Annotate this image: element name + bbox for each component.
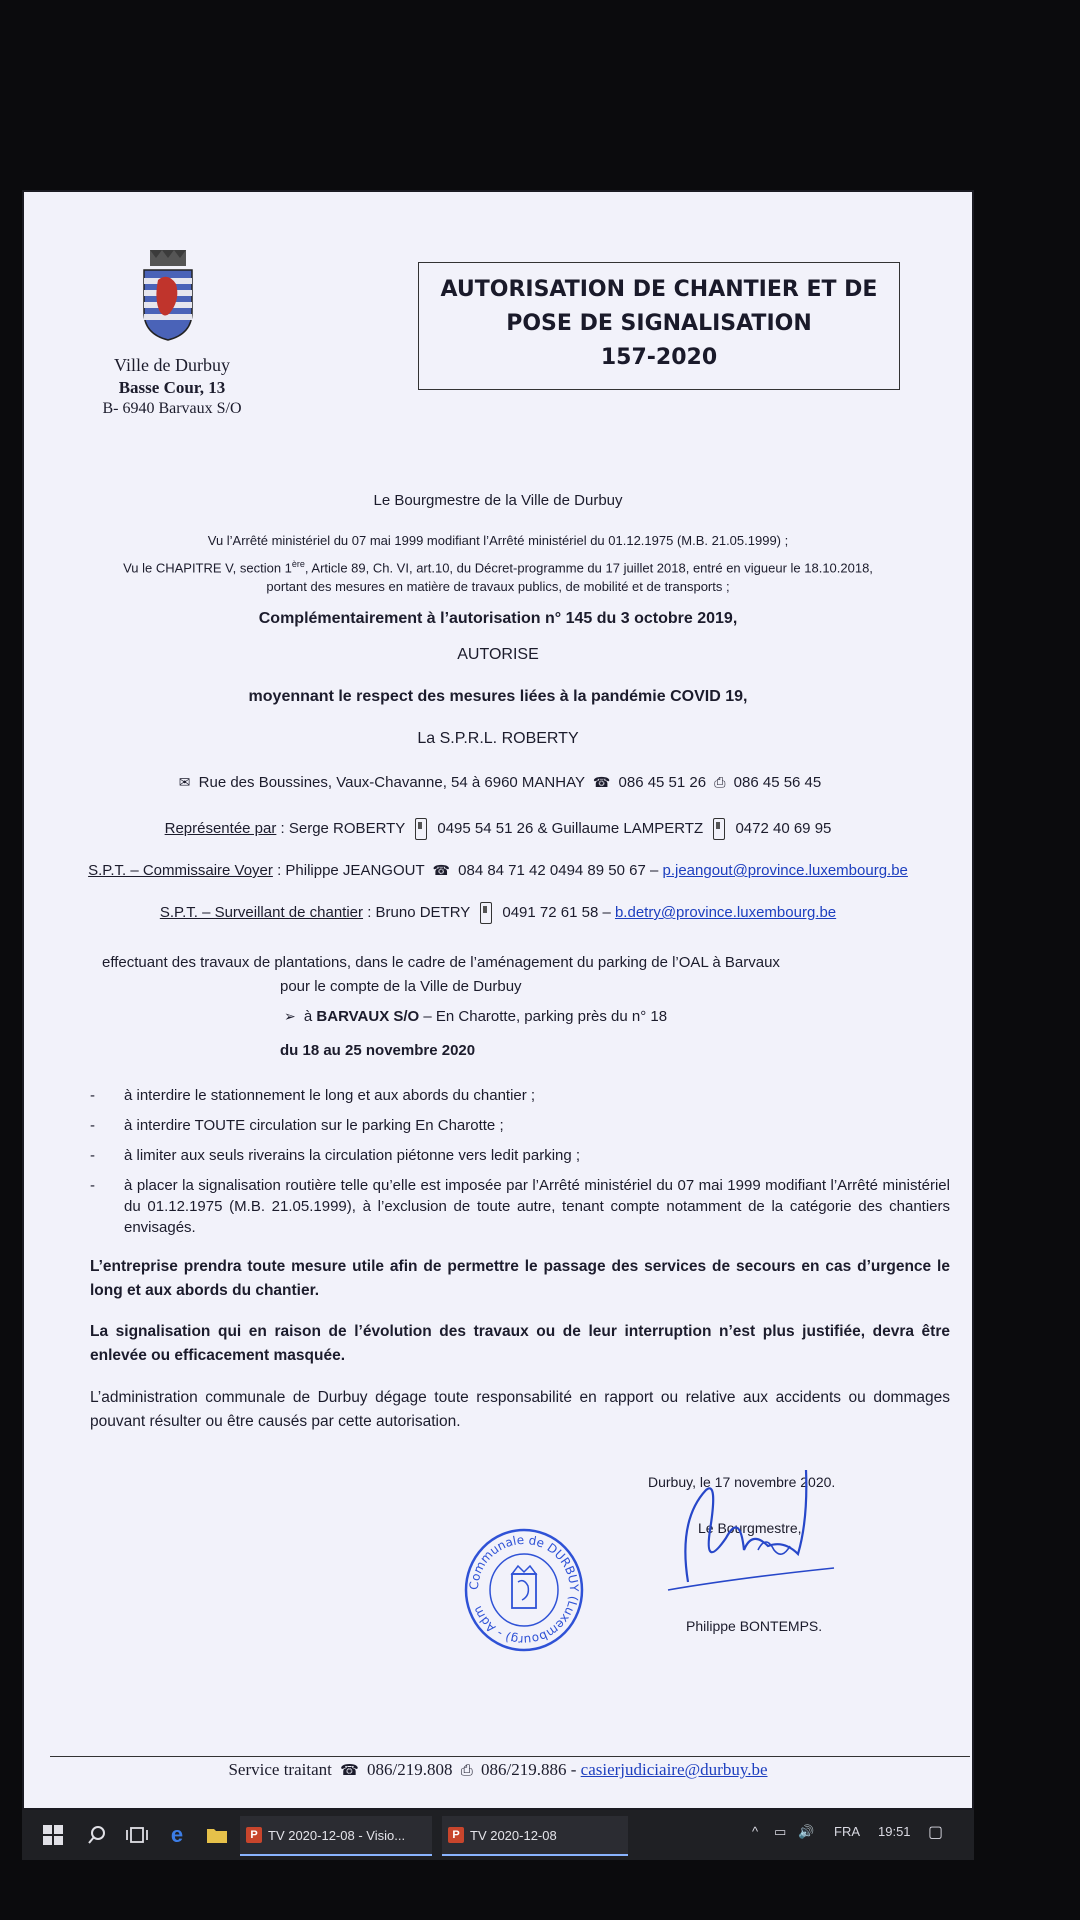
spt1-phones: 084 84 71 42 0494 89 50 67 – <box>458 862 659 879</box>
vu-line-2-sup: ère <box>291 559 305 569</box>
spt1-email-link[interactable]: p.jeangout@province.luxembourg.be <box>662 862 908 879</box>
service-footer <box>22 1760 974 1780</box>
rep1-name: : Serge ROBERTY <box>280 819 406 837</box>
company-fax: 086 45 56 45 <box>733 774 822 791</box>
measure-text: à interdire TOUTE circulation sur le parking En Charotte ; <box>124 1117 504 1134</box>
taskbar-app-label: TV 2020-12-08 - Visio... <box>268 1827 406 1843</box>
rep1-gsm: 0495 54 51 26 <box>437 819 534 837</box>
location-town: BARVAUX S/O <box>316 1008 420 1025</box>
signature-role: Le Bourgmestre, <box>698 1520 802 1536</box>
taskbar-app-visio[interactable] <box>240 1816 432 1856</box>
phone-icon: ☎ <box>432 863 450 879</box>
volume-icon[interactable]: 🔊 <box>798 1824 815 1839</box>
rep2-gsm: 0472 40 69 95 <box>735 819 832 837</box>
footer-divider <box>50 1756 970 1757</box>
powerpoint-icon: P <box>448 1827 464 1843</box>
vu-line-1: Vu l’Arrêté ministériel du 07 mai 1999 modifiant l’Arrêté ministériel du 01.12.1975 (M.B. 21.05.1999) ; <box>207 533 789 548</box>
representatives-line <box>22 818 974 840</box>
location-pre: à <box>303 1008 313 1025</box>
works-dates: du 18 au 25 novembre 2020 <box>280 1042 476 1059</box>
works-location <box>280 1008 667 1025</box>
mobile-phone-icon <box>415 818 427 840</box>
screen <box>22 190 974 1810</box>
edge-browser-icon[interactable]: e <box>170 1822 184 1847</box>
covid-line: moyennant le respect des mesures liées à la pandémie COVID 19, <box>248 688 748 705</box>
language-indicator[interactable]: FRA <box>834 1824 860 1839</box>
spt2-name: : Bruno DETRY <box>367 903 471 921</box>
municipality-address <box>82 355 262 418</box>
vu-line-2-pre: Vu le CHAPITRE V, section 1 <box>123 560 292 576</box>
spt2-label: S.P.T. – Surveillant de chantier <box>159 903 364 921</box>
file-explorer-icon[interactable] <box>204 1822 230 1848</box>
list-item: - à limiter aux seuls riverains la circulation piétonne vers ledit parking ; <box>90 1147 581 1164</box>
document-title-box <box>418 262 900 390</box>
municipality-name: Ville de Durbuy <box>114 355 230 375</box>
mobile-phone-icon <box>480 902 492 924</box>
company-tel: 086 45 51 26 <box>618 774 707 791</box>
measure-text: à interdire le stationnement le long et aux abords du chantier ; <box>124 1087 536 1104</box>
vu-line-2-post: , Article 89, Ch. VI, art.10, du Décret-programme du 17 juillet 2018, entré en vigueur le 18.10.2018, <box>304 560 873 576</box>
autorise-line: AUTORISE <box>457 646 539 663</box>
clock[interactable]: 19:51 <box>878 1824 911 1839</box>
footer-label: Service traitant <box>228 1760 332 1779</box>
municipality-street: Basse Cour, 13 <box>118 378 226 397</box>
task-view-icon[interactable] <box>124 1822 150 1848</box>
measure-text: à placer la signalisation routière telle qu’elle est imposée par l’Arrêté ministériel du 07 mai 1999 modifiant l’Arrêté ministériel du 01.12.1975 (M.B. 21.05.1999), à l’exclusion de toute autre, tenant compte notamment de la catégorie des chantiers envisagés. <box>124 1177 950 1236</box>
notification-icon[interactable]: ▢ <box>928 1824 944 1841</box>
document-page <box>22 190 974 1779</box>
spt1-name: : Philippe JEANGOUT <box>277 862 425 879</box>
windows-start-icon[interactable] <box>40 1822 66 1848</box>
title-line-1: AUTORISATION DE CHANTIER ET DE <box>440 277 878 302</box>
mail-icon: ✉ <box>178 775 191 791</box>
tray-chevron-icon[interactable]: ^ <box>752 1824 759 1839</box>
footer-fax: 086/219.886 - <box>481 1760 577 1779</box>
signature-name: Philippe BONTEMPS. <box>686 1618 823 1634</box>
paragraph-liability: L’administration communale de Durbuy dégage toute responsabilité en rapport ou relative aux accidents ou dommages pouvant résulter ou être causés par cette autorisation. <box>90 1389 950 1430</box>
rep-separator: & <box>537 819 548 837</box>
measure-text: à limiter aux seuls riverains la circulation piétonne vers ledit parking ; <box>124 1147 581 1164</box>
signature-date: Durbuy, le 17 novembre 2020. <box>648 1474 836 1490</box>
arrow-bullet-icon: ➢ <box>284 1009 296 1025</box>
company-name: La S.P.R.L. ROBERTY <box>417 730 579 747</box>
spt2-phone: 0491 72 61 58 – <box>502 903 611 921</box>
company-address: Rue des Boussines, Vaux-Chavanne, 54 à 6960 MANHAY <box>198 774 585 791</box>
complement-line: Complémentairement à l’autorisation n° 145 du 3 octobre 2019, <box>258 610 738 627</box>
list-item: - à placer la signalisation routière telle qu’elle est imposée par l’Arrêté ministériel du 07 mai 1999 modifiant l’Arrêté ministériel du 01.12.1975 (M.B. 21.05.1999), à l’exclusion de toute autre, tenant compte notamment de la catégorie des chantiers envisagés. <box>90 1177 950 1236</box>
spt1-label: S.P.T. – Commissaire Voyer <box>88 862 273 879</box>
municipality-postal: B- 6940 Barvaux S/O <box>102 400 242 417</box>
phone-icon: ☎ <box>340 1761 359 1779</box>
company-address-line <box>22 774 974 791</box>
durbuy-crest-icon <box>140 250 196 342</box>
search-icon[interactable] <box>84 1822 110 1848</box>
taskbar-app-tv[interactable] <box>442 1816 628 1856</box>
vu-line-3: portant des mesures en matière de travaux publics, de mobilité et de transports ; <box>266 579 730 594</box>
fax-icon: ⎙ <box>460 1761 473 1779</box>
svg-text:Communale de DURBUY (Luxembour <box>467 1533 581 1647</box>
footer-tel: 086/219.808 <box>367 1760 453 1779</box>
rep2-name: Guillaume LAMPERTZ <box>551 819 704 837</box>
taskbar-app-label: TV 2020-12-08 <box>470 1827 557 1843</box>
paragraph-signalisation: La signalisation qui en raison de l’évolution des travaux ou de leur interruption n’est plus justifiée, devra être enlevée ou efficacement masquée. <box>90 1323 950 1364</box>
paragraph-emergency: L’entreprise prendra toute mesure utile afin de permettre le passage des services de secours en cas d’urgence le long et aux abords du chantier. <box>90 1258 950 1299</box>
measures-list <box>90 1085 950 1247</box>
handwritten-signature-icon <box>648 1450 838 1600</box>
spt2-email-link[interactable]: b.detry@province.luxembourg.be <box>614 903 837 921</box>
stamp-text: Communale de DURBUY (Luxembourg) - Adm <box>466 1532 582 1648</box>
mobile-phone-icon <box>713 818 725 840</box>
works-line-2: pour le compte de la Ville de Durbuy <box>280 978 522 995</box>
spt-surveillant-line <box>22 902 974 924</box>
official-stamp-icon <box>462 1528 586 1652</box>
spt-commissaire-line <box>22 862 974 879</box>
taskbar <box>22 1810 974 1860</box>
list-item: - à interdire TOUTE circulation sur le parking En Charotte ; <box>90 1117 504 1134</box>
location-rest: – En Charotte, parking près du n° 18 <box>423 1008 668 1025</box>
title-number: 157-2020 <box>600 345 718 370</box>
battery-icon[interactable]: ▭ <box>774 1824 787 1839</box>
footer-email-link[interactable]: casierjudiciaire@durbuy.be <box>580 1760 768 1779</box>
phone-icon: ☎ <box>592 775 611 791</box>
list-item: - à interdire le stationnement le long et aux abords du chantier ; <box>90 1087 536 1104</box>
powerpoint-icon: P <box>246 1827 262 1843</box>
works-line-1: effectuant des travaux de plantations, dans le cadre de l’aménagement du parking de l’OAL à Barvaux <box>102 954 780 971</box>
title-line-2: POSE DE SIGNALISATION <box>506 311 812 336</box>
vu-line-2 <box>22 559 974 575</box>
rep-label: Représentée par <box>164 819 277 837</box>
fax-icon: ⎙ <box>714 775 726 791</box>
authority-line: Le Bourgmestre de la Ville de Durbuy <box>373 492 623 509</box>
